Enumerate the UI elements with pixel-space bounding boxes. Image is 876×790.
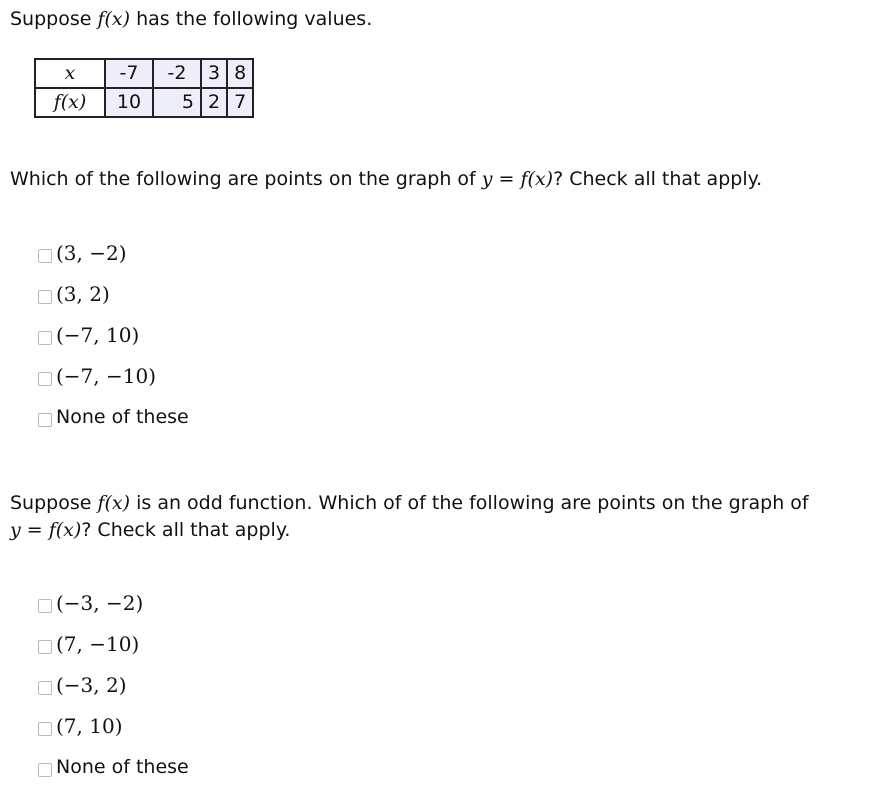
question-2-option-none[interactable] [38, 746, 189, 787]
option-label: (7, 10) [56, 713, 123, 738]
question-2-line-1 [10, 490, 809, 517]
checkbox[interactable] [38, 413, 52, 427]
table-cell: 10 [105, 88, 153, 117]
checkbox[interactable] [38, 640, 52, 654]
question-1-option[interactable] [38, 232, 189, 273]
question-1-prefix: Which of the following are points on the graph of [10, 168, 482, 190]
option-label: (7, −10) [56, 631, 140, 656]
question-1-option[interactable] [38, 355, 189, 396]
table-cell: 3 [201, 59, 227, 88]
intro-fx: f(x) [97, 8, 131, 30]
table-cell: 8 [227, 59, 253, 88]
question-1-equation: y = f(x) [481, 168, 554, 190]
question-2-prompt [10, 490, 809, 544]
table-cell: 7 [227, 88, 253, 117]
option-label: (−3, −2) [56, 590, 144, 615]
question-1-option[interactable] [38, 273, 189, 314]
option-label: (3, 2) [56, 281, 110, 306]
checkbox[interactable] [38, 722, 52, 736]
question-1-options [38, 232, 189, 437]
option-label: None of these [56, 405, 189, 428]
checkbox[interactable] [38, 599, 52, 613]
checkbox[interactable] [38, 290, 52, 304]
option-label: (−7, 10) [56, 322, 140, 347]
table-cell: -7 [105, 59, 153, 88]
table-cell: 5 [153, 88, 201, 117]
option-label: (3, −2) [56, 240, 127, 265]
table-row-x [35, 59, 253, 88]
question-1-suffix: ? Check all that apply. [553, 168, 763, 190]
question-2-fx: f(x) [97, 492, 131, 514]
question-2-text: is an odd function. Which of of the following are points on the graph of [130, 492, 809, 514]
table-row-fx [35, 88, 253, 117]
question-2-equation: y = f(x) [10, 519, 82, 541]
question-1-option-none[interactable] [38, 396, 189, 437]
checkbox[interactable] [38, 372, 52, 386]
table-header-fx: f(x) [35, 88, 105, 117]
question-2-line-2 [10, 517, 809, 544]
question-2-option[interactable] [38, 664, 189, 705]
question-2-option[interactable] [38, 582, 189, 623]
checkbox[interactable] [38, 763, 52, 777]
question-2-prefix: Suppose [10, 492, 98, 514]
question-2-option[interactable] [38, 623, 189, 664]
table-cell: -2 [153, 59, 201, 88]
question-1-option[interactable] [38, 314, 189, 355]
question-2-suffix: ? Check all that apply. [81, 519, 291, 541]
intro-suffix: has the following values. [130, 8, 373, 30]
checkbox[interactable] [38, 249, 52, 263]
values-table [34, 58, 254, 118]
intro-text [10, 6, 372, 33]
checkbox[interactable] [38, 681, 52, 695]
checkbox[interactable] [38, 331, 52, 345]
question-1-prompt [10, 166, 762, 193]
question-2-options [38, 582, 189, 787]
option-label: (−7, −10) [56, 363, 157, 388]
table-cell: 2 [201, 88, 227, 117]
question-2-option[interactable] [38, 705, 189, 746]
option-label: (−3, 2) [56, 672, 127, 697]
intro-prefix: Suppose [10, 8, 98, 30]
table-header-x: x [35, 59, 105, 88]
option-label: None of these [56, 755, 189, 778]
